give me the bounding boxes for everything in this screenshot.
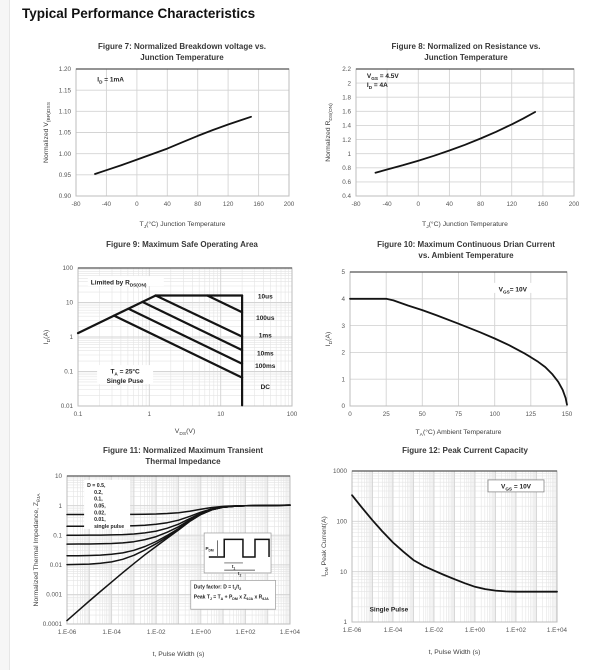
svg-text:Single Pulse: Single Pulse (369, 605, 409, 613)
svg-text:Limited by RDS(ON): Limited by $R_{DS(ON)}$ (90, 279, 147, 288)
svg-text:100ms: 100ms (255, 362, 276, 370)
svg-text:VDS(V): $V_{DS}(V)$ (174, 427, 196, 436)
svg-text:0: 0 (348, 411, 352, 419)
svg-text:PDM: $P_{DM}$ (205, 546, 214, 553)
svg-text:TJ(°C) Junction Temperature: $T_J(^\circ C)$ Junction Temperature (139, 221, 226, 230)
svg-text:0.0001: 0.0001 (42, 621, 62, 629)
svg-text:1.10: 1.10 (58, 108, 71, 116)
svg-text:t1: $t_1$ (231, 564, 236, 571)
svg-text:1.E+00: 1.E+00 (464, 626, 486, 634)
svg-text:1: 1 (341, 376, 345, 384)
svg-text:2: 2 (341, 349, 345, 357)
svg-text:10: 10 (217, 410, 225, 418)
svg-text:1.E-06: 1.E-06 (342, 626, 362, 634)
svg-text:0: 0 (341, 403, 345, 411)
svg-text:t, Pulse Width (s): t, Pulse Width (s) (152, 651, 205, 659)
svg-text:VGS = 4.5V: $V_{GS} = 4.5V$ (366, 72, 399, 81)
svg-text:ID(A): $I_D(A)$ (43, 329, 53, 344)
svg-text:0.90: 0.90 (58, 193, 71, 201)
svg-text:0.6: 0.6 (342, 179, 351, 187)
page-margin-strip (0, 0, 10, 670)
svg-text:0.1: 0.1 (73, 410, 83, 418)
svg-text:160: 160 (253, 201, 264, 209)
svg-text:150: 150 (561, 411, 573, 419)
fig9-series-10ms (129, 308, 243, 363)
svg-text:80: 80 (194, 201, 202, 209)
svg-text:10: 10 (54, 473, 62, 481)
svg-text:0.01: 0.01 (60, 402, 73, 410)
svg-text:1.E-04: 1.E-04 (102, 629, 121, 637)
svg-text:1.20: 1.20 (58, 66, 71, 74)
svg-text:1.E-02: 1.E-02 (146, 629, 166, 637)
svg-text:1000: 1000 (332, 467, 347, 475)
fig12-canvas (318, 457, 590, 657)
svg-text:1.E-06: 1.E-06 (57, 629, 77, 637)
svg-text:100: 100 (286, 410, 298, 418)
svg-text:200: 200 (283, 201, 295, 209)
figure-11-thermal-impedance (30, 446, 314, 666)
svg-text:VGS= 10V: $V_{GS}= 10V$ (498, 286, 527, 295)
svg-text:t2: $t_2$ (237, 571, 242, 578)
svg-text:0: 0 (416, 201, 421, 209)
svg-text:1.E+04: 1.E+04 (279, 629, 301, 637)
fig9-title: Figure 9: Maximum Safe Operating Area (106, 240, 258, 249)
svg-text:0.8: 0.8 (342, 165, 351, 173)
svg-text:-40: -40 (382, 201, 392, 209)
svg-text:40: 40 (163, 201, 171, 209)
svg-text:1.00: 1.00 (58, 150, 71, 158)
svg-text:10us: 10us (257, 292, 273, 300)
figure-7-breakdown-voltage (40, 42, 302, 234)
svg-text:0.95: 0.95 (58, 172, 71, 180)
fig10-canvas (322, 261, 588, 437)
svg-text:1.E+02: 1.E+02 (505, 626, 527, 634)
fig12-title: Figure 12: Peak Current Capacity (402, 446, 528, 455)
svg-text:0.4: 0.4 (342, 193, 351, 201)
svg-text:4: 4 (341, 296, 345, 304)
svg-text:1.E+00: 1.E+00 (190, 629, 211, 637)
svg-text:40: 40 (445, 201, 453, 209)
svg-text:3: 3 (341, 322, 345, 330)
svg-text:1: 1 (343, 618, 347, 626)
svg-text:0: 0 (135, 201, 139, 209)
svg-text:Normalized V(BR)DSS: Normalized $V_{(BR)DSS}$ (43, 102, 53, 164)
figure-9-safe-operating-area (40, 240, 302, 442)
svg-text:1.2: 1.2 (342, 136, 351, 144)
svg-text:Normalized RDS(ON): Normalized $R_{DS(ON)}$ (325, 103, 335, 162)
svg-text:100: 100 (62, 264, 73, 272)
svg-text:0.1: 0.1 (64, 368, 73, 376)
svg-text:ID(A): $I_D(A)$ (325, 331, 335, 347)
svg-text:ID = 4A: $I_D = 4A$ (366, 81, 388, 90)
svg-text:TA = 25°C: $T_A = 25^\circ C$ (110, 368, 140, 377)
svg-text:Peak TJ = TA + PDM x ZθJA x Rθ: Peak $T_J = T_A + P_{DM}$ x $Z_{\theta JA}$ x $R_{\theta JA}$ (193, 594, 269, 601)
figure-12-peak-current (318, 446, 590, 666)
svg-text:1: 1 (58, 502, 62, 510)
svg-text:50: 50 (418, 411, 426, 419)
svg-text:0.01,: 0.01, (94, 517, 106, 524)
svg-text:1.E-04: 1.E-04 (383, 626, 403, 634)
fig7-series-normalized_breakdown_voltage (95, 117, 251, 174)
fig10-title: Figure 10: Maximum Continuous Drian Current vs. Ambient Temperature (377, 240, 555, 260)
svg-text:-40: -40 (101, 201, 111, 209)
fig7-title: Figure 7: Normalized Breakdown voltage vs. Junction Temperature (97, 42, 267, 62)
svg-text:ID = 1mA: $I_D = 1mA$ (97, 76, 124, 85)
svg-text:1.05: 1.05 (58, 129, 71, 137)
svg-text:120: 120 (506, 201, 517, 209)
svg-text:1ms: 1ms (258, 332, 272, 340)
fig11-title: Figure 11: Normalized Maximum Transient Thermal Impedance (102, 446, 264, 466)
svg-text:100: 100 (336, 518, 347, 526)
svg-text:Normalized Thermal Impedance,: Normalized Thermal Impedance, $Z_{\theta JA}$ (33, 493, 43, 607)
svg-text:1.8: 1.8 (342, 94, 351, 102)
svg-text:1: 1 (69, 333, 73, 341)
svg-text:2.2: 2.2 (342, 66, 351, 74)
fig11-canvas (30, 467, 314, 659)
svg-text:TA(°C) Ambient Temperature: $T_A(^\circ C)$ Ambient Temperature (415, 429, 502, 438)
svg-text:1.6: 1.6 (342, 108, 351, 116)
svg-text:10: 10 (339, 568, 347, 576)
svg-text:0.02,: 0.02, (94, 510, 106, 517)
svg-text:5: 5 (341, 269, 345, 277)
svg-text:200: 200 (568, 201, 580, 209)
fig8-canvas (322, 63, 588, 229)
svg-text:125: 125 (525, 411, 537, 419)
svg-text:1.E+02: 1.E+02 (235, 629, 256, 637)
fig9-series-limited_by_rds_on (78, 295, 156, 333)
fig8-title: Figure 8: Normalized on Resistance vs. Junction Temperature (391, 42, 541, 62)
svg-text:IDM Peak Current(A): $I_{DM}$ Peak Current(A) (321, 515, 331, 577)
svg-text:0.001: 0.001 (46, 591, 62, 599)
figure-10-continuous-current (322, 240, 588, 442)
svg-text:1.E-02: 1.E-02 (424, 626, 444, 634)
svg-text:-80: -80 (351, 201, 361, 209)
svg-text:t, Pulse Width (s): t, Pulse Width (s) (428, 648, 481, 656)
svg-text:0.1,: 0.1, (94, 496, 103, 503)
svg-text:TJ(°C) Junction Temperature: $T_J(^\circ C)$ Junction Temperature (422, 221, 508, 230)
svg-text:Duty factor: D = t1/t2: Duty factor: $D = t_1/t_2$ (193, 584, 242, 591)
svg-text:1: 1 (347, 150, 351, 158)
svg-text:single pulse: single pulse (94, 523, 125, 530)
svg-text:1.E+04: 1.E+04 (546, 626, 568, 634)
svg-text:1.15: 1.15 (58, 87, 71, 95)
svg-text:0.05,: 0.05, (94, 503, 106, 510)
svg-text:10: 10 (65, 299, 73, 307)
svg-text:10ms: 10ms (256, 350, 274, 358)
fig9-canvas (40, 251, 302, 436)
svg-text:100us: 100us (256, 314, 275, 322)
svg-text:Single Puse: Single Puse (106, 377, 144, 385)
svg-text:1.4: 1.4 (342, 122, 351, 130)
fig7-canvas (40, 63, 302, 229)
figure-8-on-resistance (322, 42, 588, 234)
svg-text:160: 160 (537, 201, 549, 209)
svg-text:VGS = 10V: $V_{GS} = 10V$ (500, 482, 532, 491)
page-title: Typical Performance Characteristics (22, 6, 256, 21)
svg-text:25: 25 (382, 411, 390, 419)
svg-text:0.01: 0.01 (49, 562, 62, 570)
svg-text:80: 80 (477, 201, 485, 209)
svg-text:1: 1 (147, 410, 152, 418)
svg-text:2: 2 (347, 80, 351, 88)
svg-text:-80: -80 (71, 201, 81, 209)
svg-text:120: 120 (222, 201, 234, 209)
svg-text:D = 0.5,: D = 0.5, (87, 483, 106, 490)
svg-text:DC: DC (260, 383, 270, 391)
fig8-series-normalized_rds_on (376, 112, 536, 173)
svg-text:0.2,: 0.2, (94, 489, 103, 496)
svg-text:0.1: 0.1 (53, 532, 62, 540)
svg-text:100: 100 (489, 411, 500, 419)
svg-text:75: 75 (454, 411, 463, 419)
